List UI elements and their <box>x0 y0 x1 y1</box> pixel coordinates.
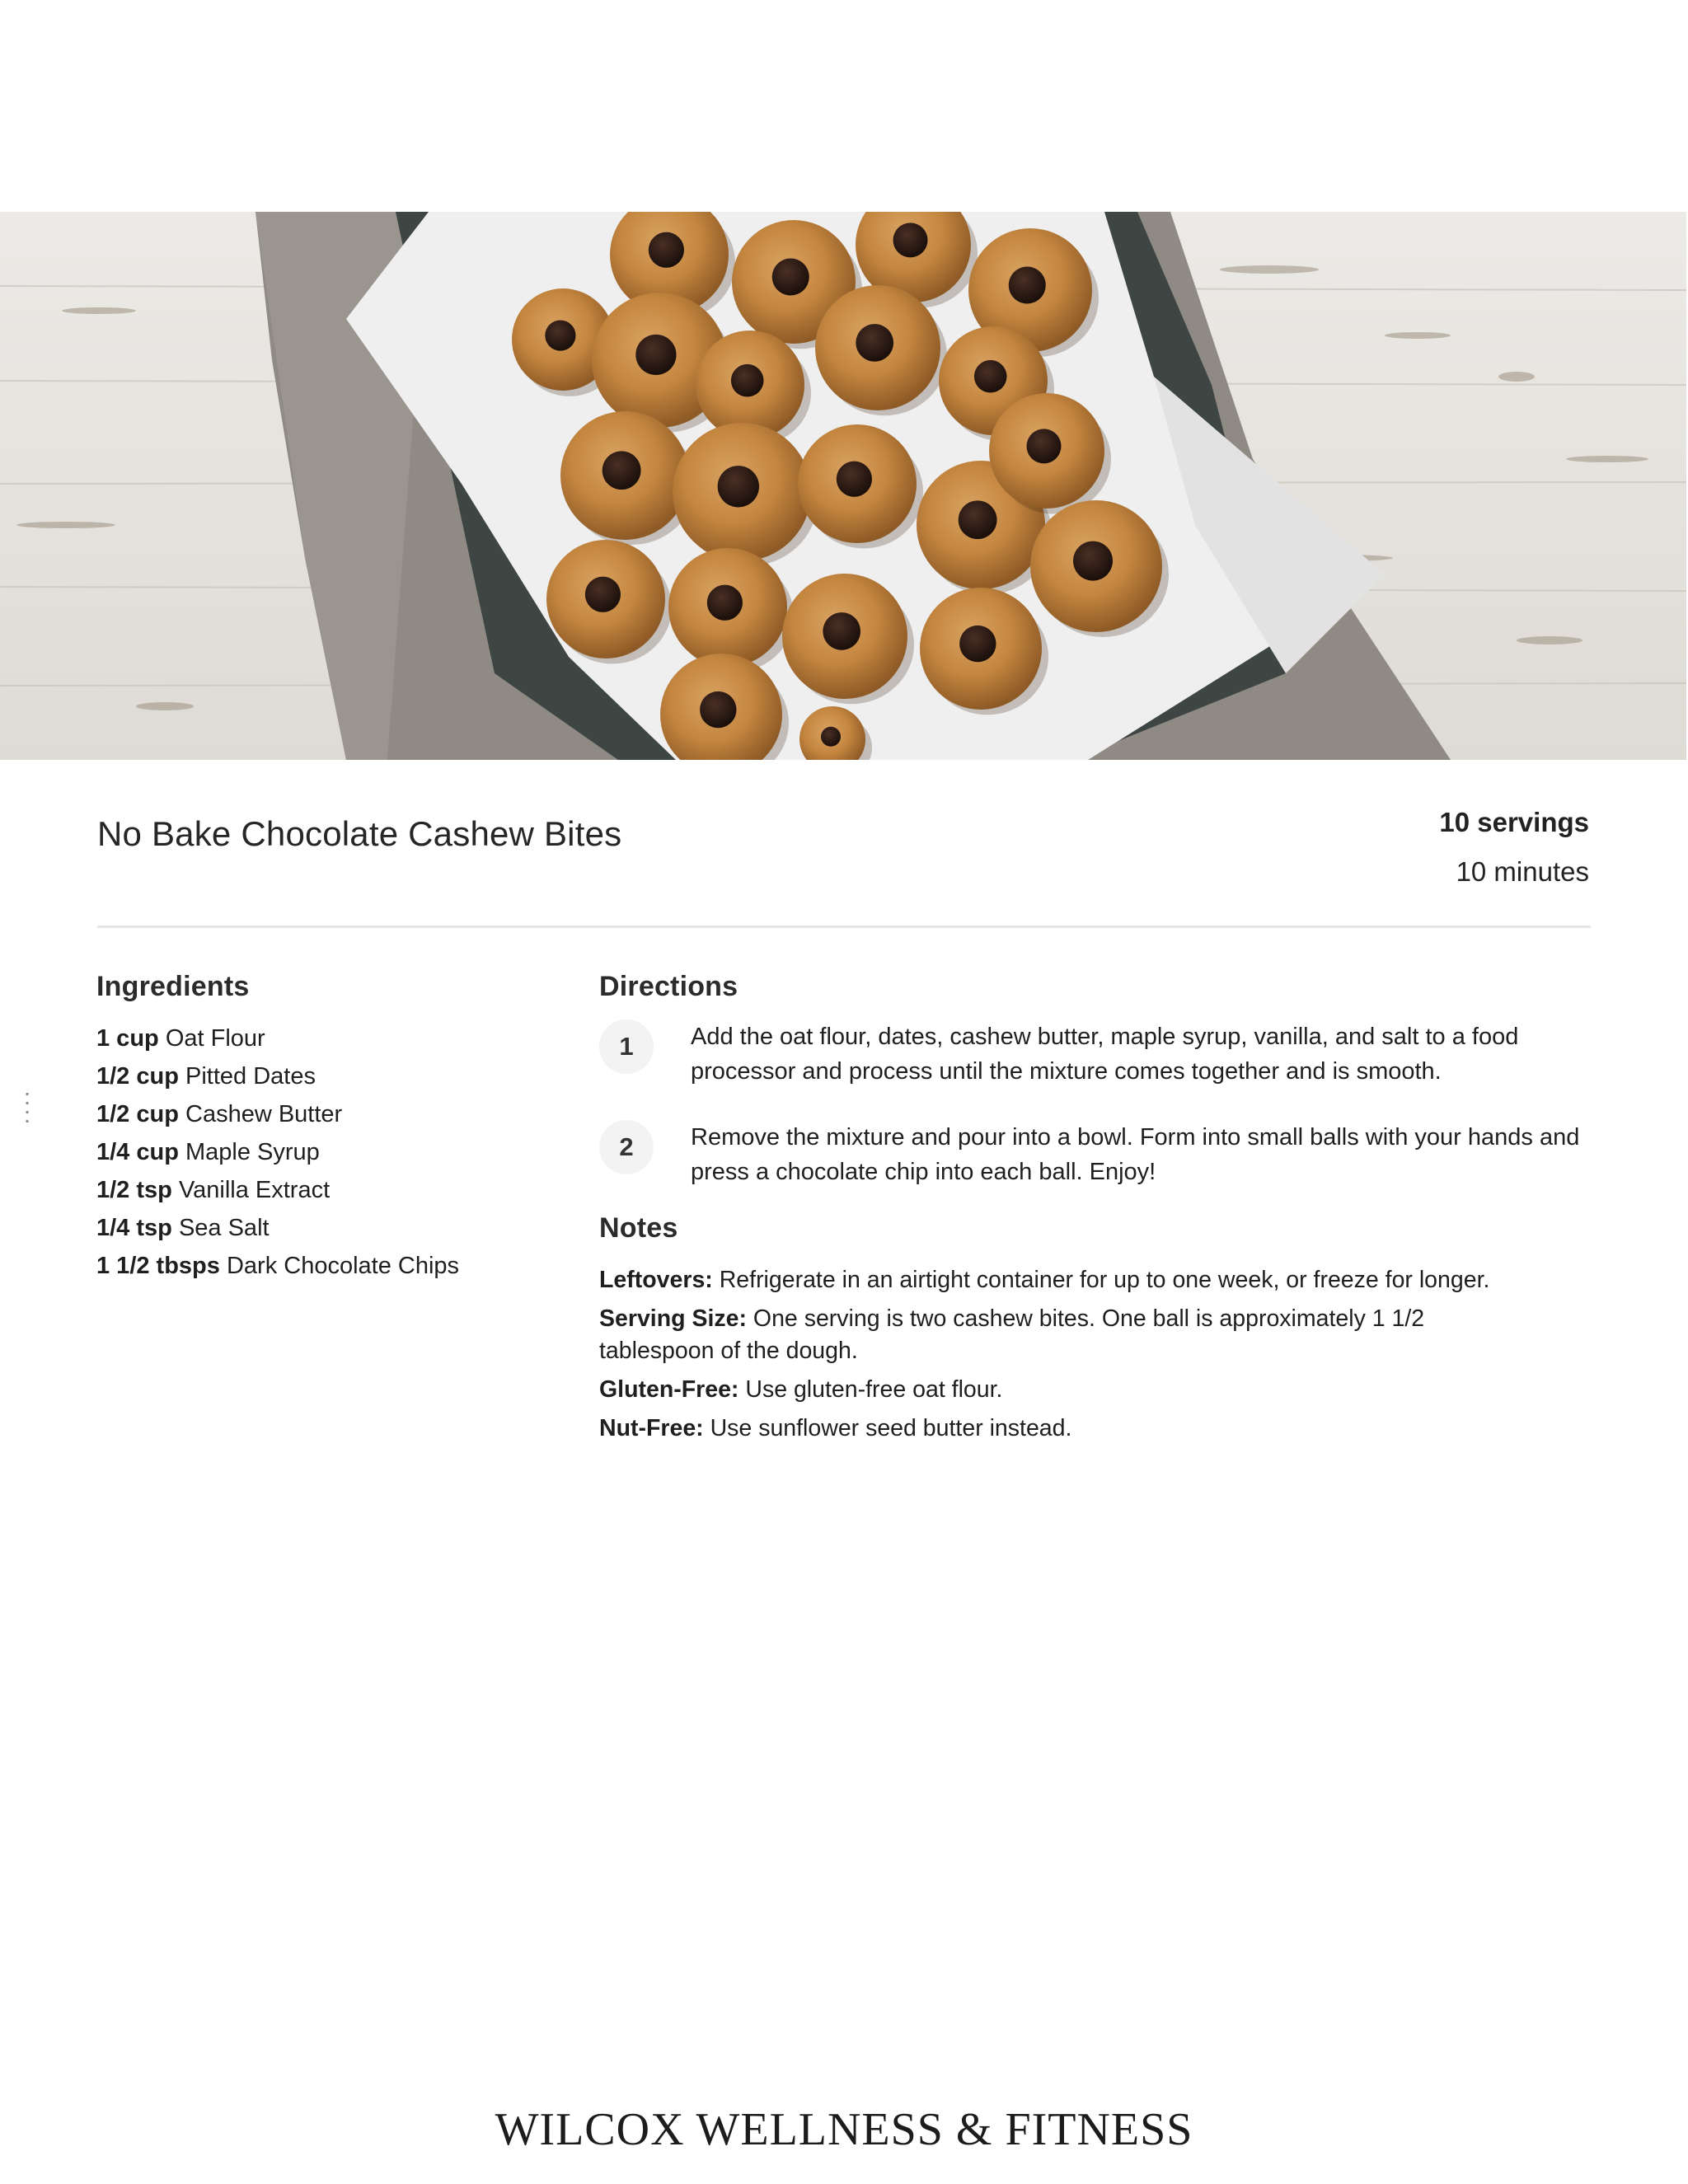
ingredients-list <box>96 1019 558 1285</box>
chocolate-chip <box>823 612 860 650</box>
chocolate-chip <box>1027 429 1062 463</box>
ingredient-item <box>96 1095 558 1133</box>
ingredient-qty: 1 cup <box>96 1025 159 1052</box>
direction-step <box>599 1120 1597 1189</box>
chocolate-chip <box>772 259 809 296</box>
ingredient-qty: 1/2 tsp <box>96 1177 172 1203</box>
directions-heading: Directions <box>599 971 738 1002</box>
note-item <box>599 1264 1539 1296</box>
recipe-title: No Bake Chocolate Cashew Bites <box>97 814 622 853</box>
notes-section <box>599 1212 1597 1445</box>
step-connector-dots <box>26 1090 29 1127</box>
chocolate-chip <box>707 585 743 621</box>
chocolate-chip <box>959 500 997 539</box>
ingredient-qty: 1/2 cup <box>96 1063 179 1090</box>
chocolate-chip <box>837 462 872 497</box>
chocolate-chip <box>1009 267 1046 304</box>
note-label: Nut-Free: <box>599 1415 704 1441</box>
note-text: Refrigerate in an airtight container for up to one week, or freeze for longer. <box>712 1267 1490 1293</box>
ingredients-section <box>96 971 558 1285</box>
note-label: Gluten-Free: <box>599 1376 739 1403</box>
ingredient-name: Dark Chocolate Chips <box>226 1253 460 1279</box>
chocolate-chip <box>821 727 841 747</box>
ingredient-name: Maple Syrup <box>185 1139 320 1165</box>
ingredient-item <box>96 1019 558 1057</box>
chocolate-chip <box>649 232 684 268</box>
note-label: Leftovers: <box>599 1267 713 1293</box>
step-text: Remove the mixture and pour into a bowl. Form into small balls with your hands and press a chocolate chip into each ball. Enjoy! <box>691 1124 1580 1185</box>
step-number: 2 <box>599 1120 654 1174</box>
chocolate-chip <box>974 360 1007 393</box>
chocolate-chip <box>603 451 641 490</box>
ingredient-item <box>96 1209 558 1247</box>
direction-step <box>599 1019 1597 1089</box>
chocolate-chip <box>700 691 736 728</box>
note-text: Use gluten-free oat flour. <box>738 1376 1003 1403</box>
ingredient-item <box>96 1171 558 1209</box>
recipe-photo <box>0 212 1686 760</box>
chocolate-chip <box>545 320 575 350</box>
chocolate-cashew-bites-photo-icon <box>0 212 1686 760</box>
servings-count: 10 servings <box>1439 807 1589 837</box>
notes-heading: Notes <box>599 1212 678 1244</box>
chocolate-chip <box>856 324 893 362</box>
ingredient-name: Vanilla Extract <box>178 1177 331 1203</box>
ingredient-item <box>96 1247 558 1285</box>
ingredient-name: Cashew Butter <box>185 1101 343 1127</box>
recipe-meta <box>1439 798 1589 897</box>
note-item <box>599 1303 1539 1367</box>
ingredient-name: Pitted Dates <box>185 1063 316 1090</box>
ingredient-qty: 1 1/2 tbsps <box>96 1253 220 1279</box>
ingredient-item <box>96 1057 558 1095</box>
ingredient-name: Sea Salt <box>178 1215 270 1241</box>
ingredient-item <box>96 1133 558 1171</box>
chocolate-chip <box>731 364 764 397</box>
note-text: One serving is two cashew bites. One ball is approximately 1 1/2 tablespoon of the dough. <box>599 1305 1425 1364</box>
directions-section <box>599 971 1597 1451</box>
chocolate-chip <box>1073 541 1113 581</box>
ingredient-qty: 1/2 cup <box>96 1101 179 1127</box>
step-number: 1 <box>599 1019 654 1074</box>
ingredient-name: Oat Flour <box>165 1025 265 1052</box>
prep-time: 10 minutes <box>1456 856 1589 887</box>
note-label: Serving Size: <box>599 1305 747 1332</box>
note-item <box>599 1374 1539 1406</box>
footer-brand: WILCOX WELLNESS & FITNESS <box>495 2104 1193 2155</box>
ingredient-qty: 1/4 tsp <box>96 1215 172 1241</box>
chocolate-chip <box>959 626 996 662</box>
chocolate-chip <box>585 577 621 612</box>
note-item <box>599 1413 1539 1445</box>
step-text: Add the oat flour, dates, cashew butter, maple syrup, vanilla, and salt to a food processor and process until the mixture comes together and is smooth. <box>691 1024 1519 1085</box>
chocolate-chip <box>718 466 759 507</box>
chocolate-chip <box>893 223 928 257</box>
ingredient-qty: 1/4 cup <box>96 1139 179 1165</box>
ingredients-heading: Ingredients <box>96 971 250 1002</box>
chocolate-chip <box>635 335 676 375</box>
note-text: Use sunflower seed butter instead. <box>703 1415 1072 1441</box>
header-divider <box>97 926 1591 928</box>
